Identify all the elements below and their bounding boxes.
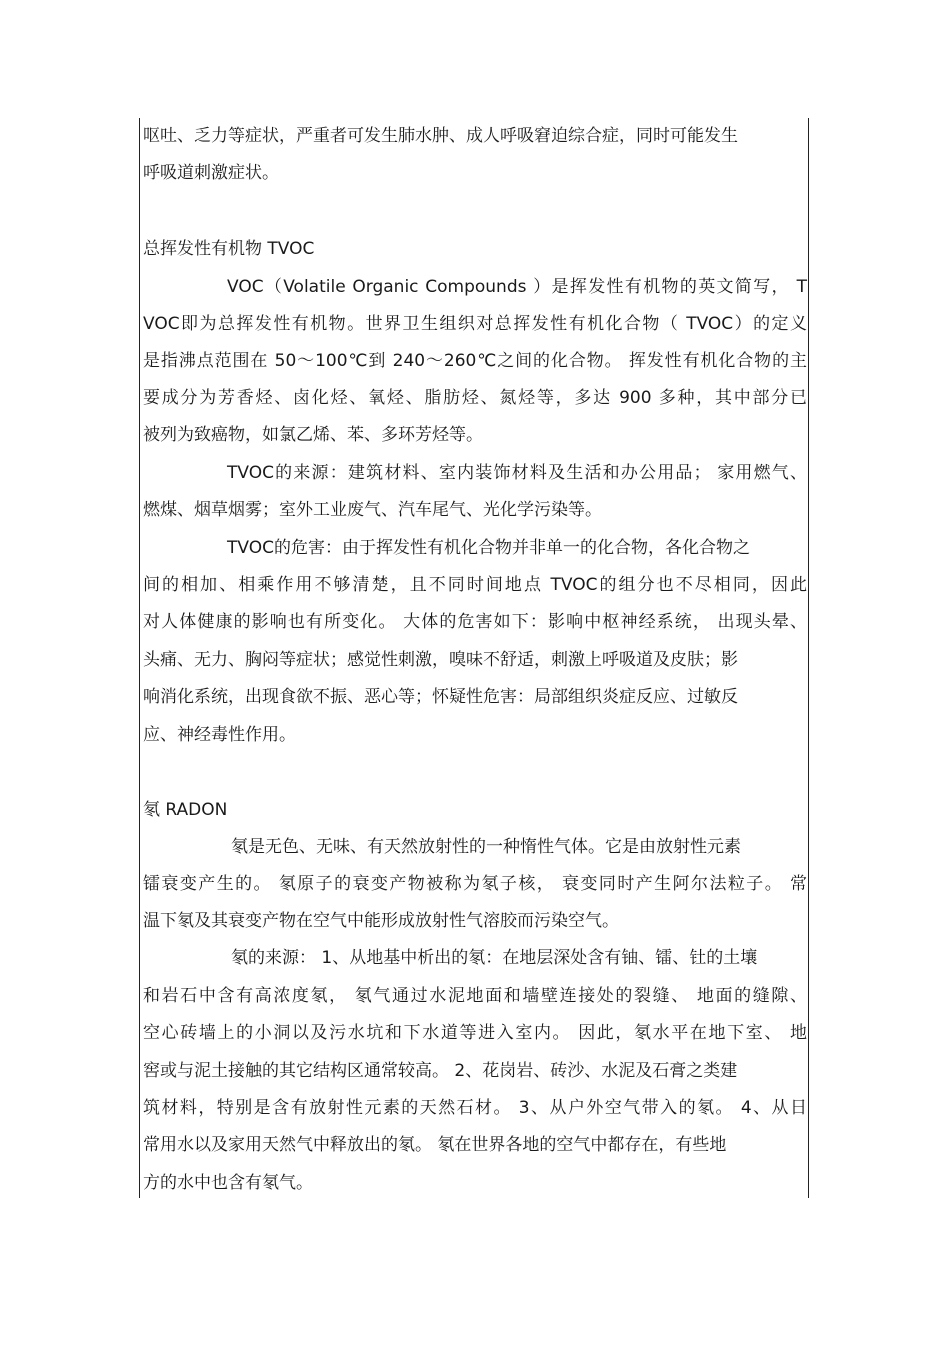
- text-line: 呕吐、乏力等症状，严重者可发生肺水肿、成人呼吸窘迫综合症，同时可能发生: [143, 126, 738, 146]
- table-border-left: [139, 118, 140, 1198]
- text-line: 被列为致癌物，如氯乙烯、苯、多环芳烃等。: [143, 425, 483, 445]
- text-line: VOC即为总挥发性有机物。世界卫生组织对总挥发性有机化合物（ TVOC）的定义: [143, 314, 807, 334]
- text-line: 燃煤、烟草烟雾；室外工业废气、汽车尾气、光化学污染等。: [143, 500, 602, 520]
- text-line: 对人体健康的影响也有所变化。 大体的危害如下：影响中枢神经系统， 出现头晕、: [143, 612, 807, 632]
- text-line: 窖或与泥土接触的其它结构区通常较高。 2、花岗岩、砖沙、水泥及石膏之类建: [143, 1061, 738, 1081]
- text-line: 间的相加、相乘作用不够清楚，且不同时间地点 TVOC的组分也不尽相同，因此: [143, 575, 807, 595]
- text-line: 空心砖墙上的小洞以及污水坑和下水道等进入室内。 因此，氡水平在地下室、 地: [143, 1023, 807, 1043]
- text-line: 是指沸点范围在 50～100℃到 240～260℃之间的化合物。 挥发性有机化合物的主: [143, 351, 807, 371]
- text-line: TVOC的危害：由于挥发性有机化合物并非单一的化合物，各化合物之: [227, 538, 750, 558]
- text-line: 要成分为芳香烃、卤化烃、氧烃、脂肪烃、氮烃等，多达 900 多种，其中部分已: [143, 388, 807, 408]
- text-line: 筑材料，特别是含有放射性元素的天然石材。 3、从户外空气带入的氡。 4、从日: [143, 1098, 807, 1118]
- text-line: 氡是无色、无味、有天然放射性的一种惰性气体。它是由放射性元素: [231, 837, 741, 857]
- text-line: 温下氡及其衰变产物在空气中能形成放射性气溶胶而污染空气。: [143, 911, 619, 931]
- text-line: 方的水中也含有氡气。: [143, 1173, 313, 1193]
- text-line: 常用水以及家用天然气中释放出的氡。 氡在世界各地的空气中都存在，有些地: [143, 1135, 727, 1155]
- section-heading-radon: 氡 RADON: [143, 800, 228, 820]
- text-line: TVOC的来源：建筑材料、室内装饰材料及生活和办公用品； 家用燃气、: [227, 463, 807, 483]
- text-line: 响消化系统，出现食欲不振、恶心等；怀疑性危害：局部组织炎症反应、过敏反: [143, 687, 738, 707]
- text-line: 氡的来源： 1、从地基中析出的氡：在地层深处含有铀、镭、钍的土壤: [231, 948, 758, 968]
- text-line: VOC（Volatile Organic Compounds ）是挥发性有机物的英文简写， T: [227, 277, 807, 297]
- text-line: 镭衰变产生的。 氡原子的衰变产物被称为氡子核， 衰变同时产生阿尔法粒子。 常: [143, 874, 807, 894]
- text-line: 应、神经毒性作用。: [143, 725, 296, 745]
- text-line: 呼吸道刺激症状。: [143, 163, 279, 183]
- table-border-right: [808, 118, 809, 1198]
- text-line: 和岩石中含有高浓度氡， 氡气通过水泥地面和墙壁连接处的裂缝、 地面的缝隙、: [143, 986, 807, 1006]
- text-line: 头痛、无力、胸闷等症状；感觉性刺激，嗅味不舒适，刺激上呼吸道及皮肤；影: [143, 650, 738, 670]
- section-heading-tvoc: 总挥发性有机物 TVOC: [143, 239, 315, 259]
